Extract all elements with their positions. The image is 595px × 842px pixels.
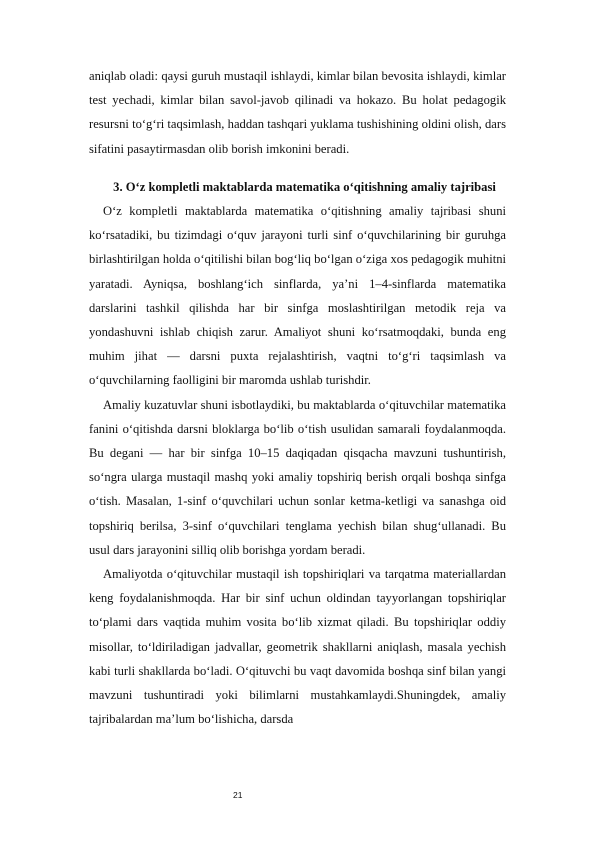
body-paragraph-3: Amaliyotda o‘qituvchilar mustaqil ish topshiriqlari va tarqatma materiallardan keng foydalanishmoqda. Har bir sinf uchun oldindan tayyorlangan topshiriqlar to‘plami dars vaqtida muhim vosita bo‘lib xizmat qiladi. Bu topshiriqlar oddiy misollar, to‘ldiriladigan jadvallar, geometrik shakllarni aniqlash, masala yechish kabi turli shakllarda bo‘ladi. O‘qituvchi bu vaqt davomida boshqa sinf bilan yangi mavzuni tushuntiradi yoki bilimlarni mustahkamlaydi.Shuningdek, amaliy tajribalardan ma’lum bo‘lishicha, darsda [89,567,506,727]
body-paragraph-2: Amaliy kuzatuvlar shuni isbotlaydiki, bu maktablarda o‘qituvchilar matematika fanini o‘qitishda darsni bloklarga bo‘lib o‘tish usulidan samarali foydalanmoqda. Bu degani — har bir sinfga 10–15 daqiqadan qisqacha mavzuni tushuntirish, so‘ngra ularga mustaqil mashq yoki amaliy topshiriq berish orqali boshqa sinfga o‘tish. Masalan, 1-sinf o‘quvchilari uchun sonlar ketma-ketligi va sanashga oid topshiriq berilsa, 3-sinf o‘quvchilari tenglama yechish bilan shug‘ullanadi. Bu usul dars jarayonini silliq olib borishga yordam beradi. [89,397,506,557]
page-number: 21 [233,790,243,800]
body-paragraph-1: O‘z kompletli maktablarda matematika o‘qitishning amaliy tajribasi shuni ko‘rsatadiki, bu tizimdagi o‘quv jarayoni turli sinf o‘quvchilarining bir guruhga birlashtirilgan holda o‘qitilishi bilan bog‘liq bo‘lgan o‘ziga xos pedagogik muhitni yaratadi. Ayniqsa, boshlang‘ich sinflarda, ya’ni 1–4-sinflarda matematika darslarini tashkil qilishda har bir sinfga moslashtirilgan metodik reja va yondashuvni ishlab chiqish zarur. Amaliyot shuni ko‘rsatmoqdaki, bunda eng muhim jihat — darsni puxta rejalashtirish, vaqtni to‘g‘ri taqsimlash va o‘quvchilarning faolligini bir maromda ushlab turishdir. [89,204,506,388]
document-page [89,64,506,731]
section-heading: 3. O‘z kompletli maktablarda matematika o‘qitishning amaliy tajribasi [113,179,496,194]
intro-paragraph: aniqlab oladi: qaysi guruh mustaqil ishlaydi, kimlar bilan bevosita ishlaydi, kimlar test yechadi, kimlar bilan savol-javob qilinadi va hokazo. Bu holat pedagogik resursni to‘g‘ri taqsimlash, haddan tashqari yuklama tushishining oldini olish, dars sifatini pasaytirmasdan olib borish imkonini beradi. [89,69,506,156]
